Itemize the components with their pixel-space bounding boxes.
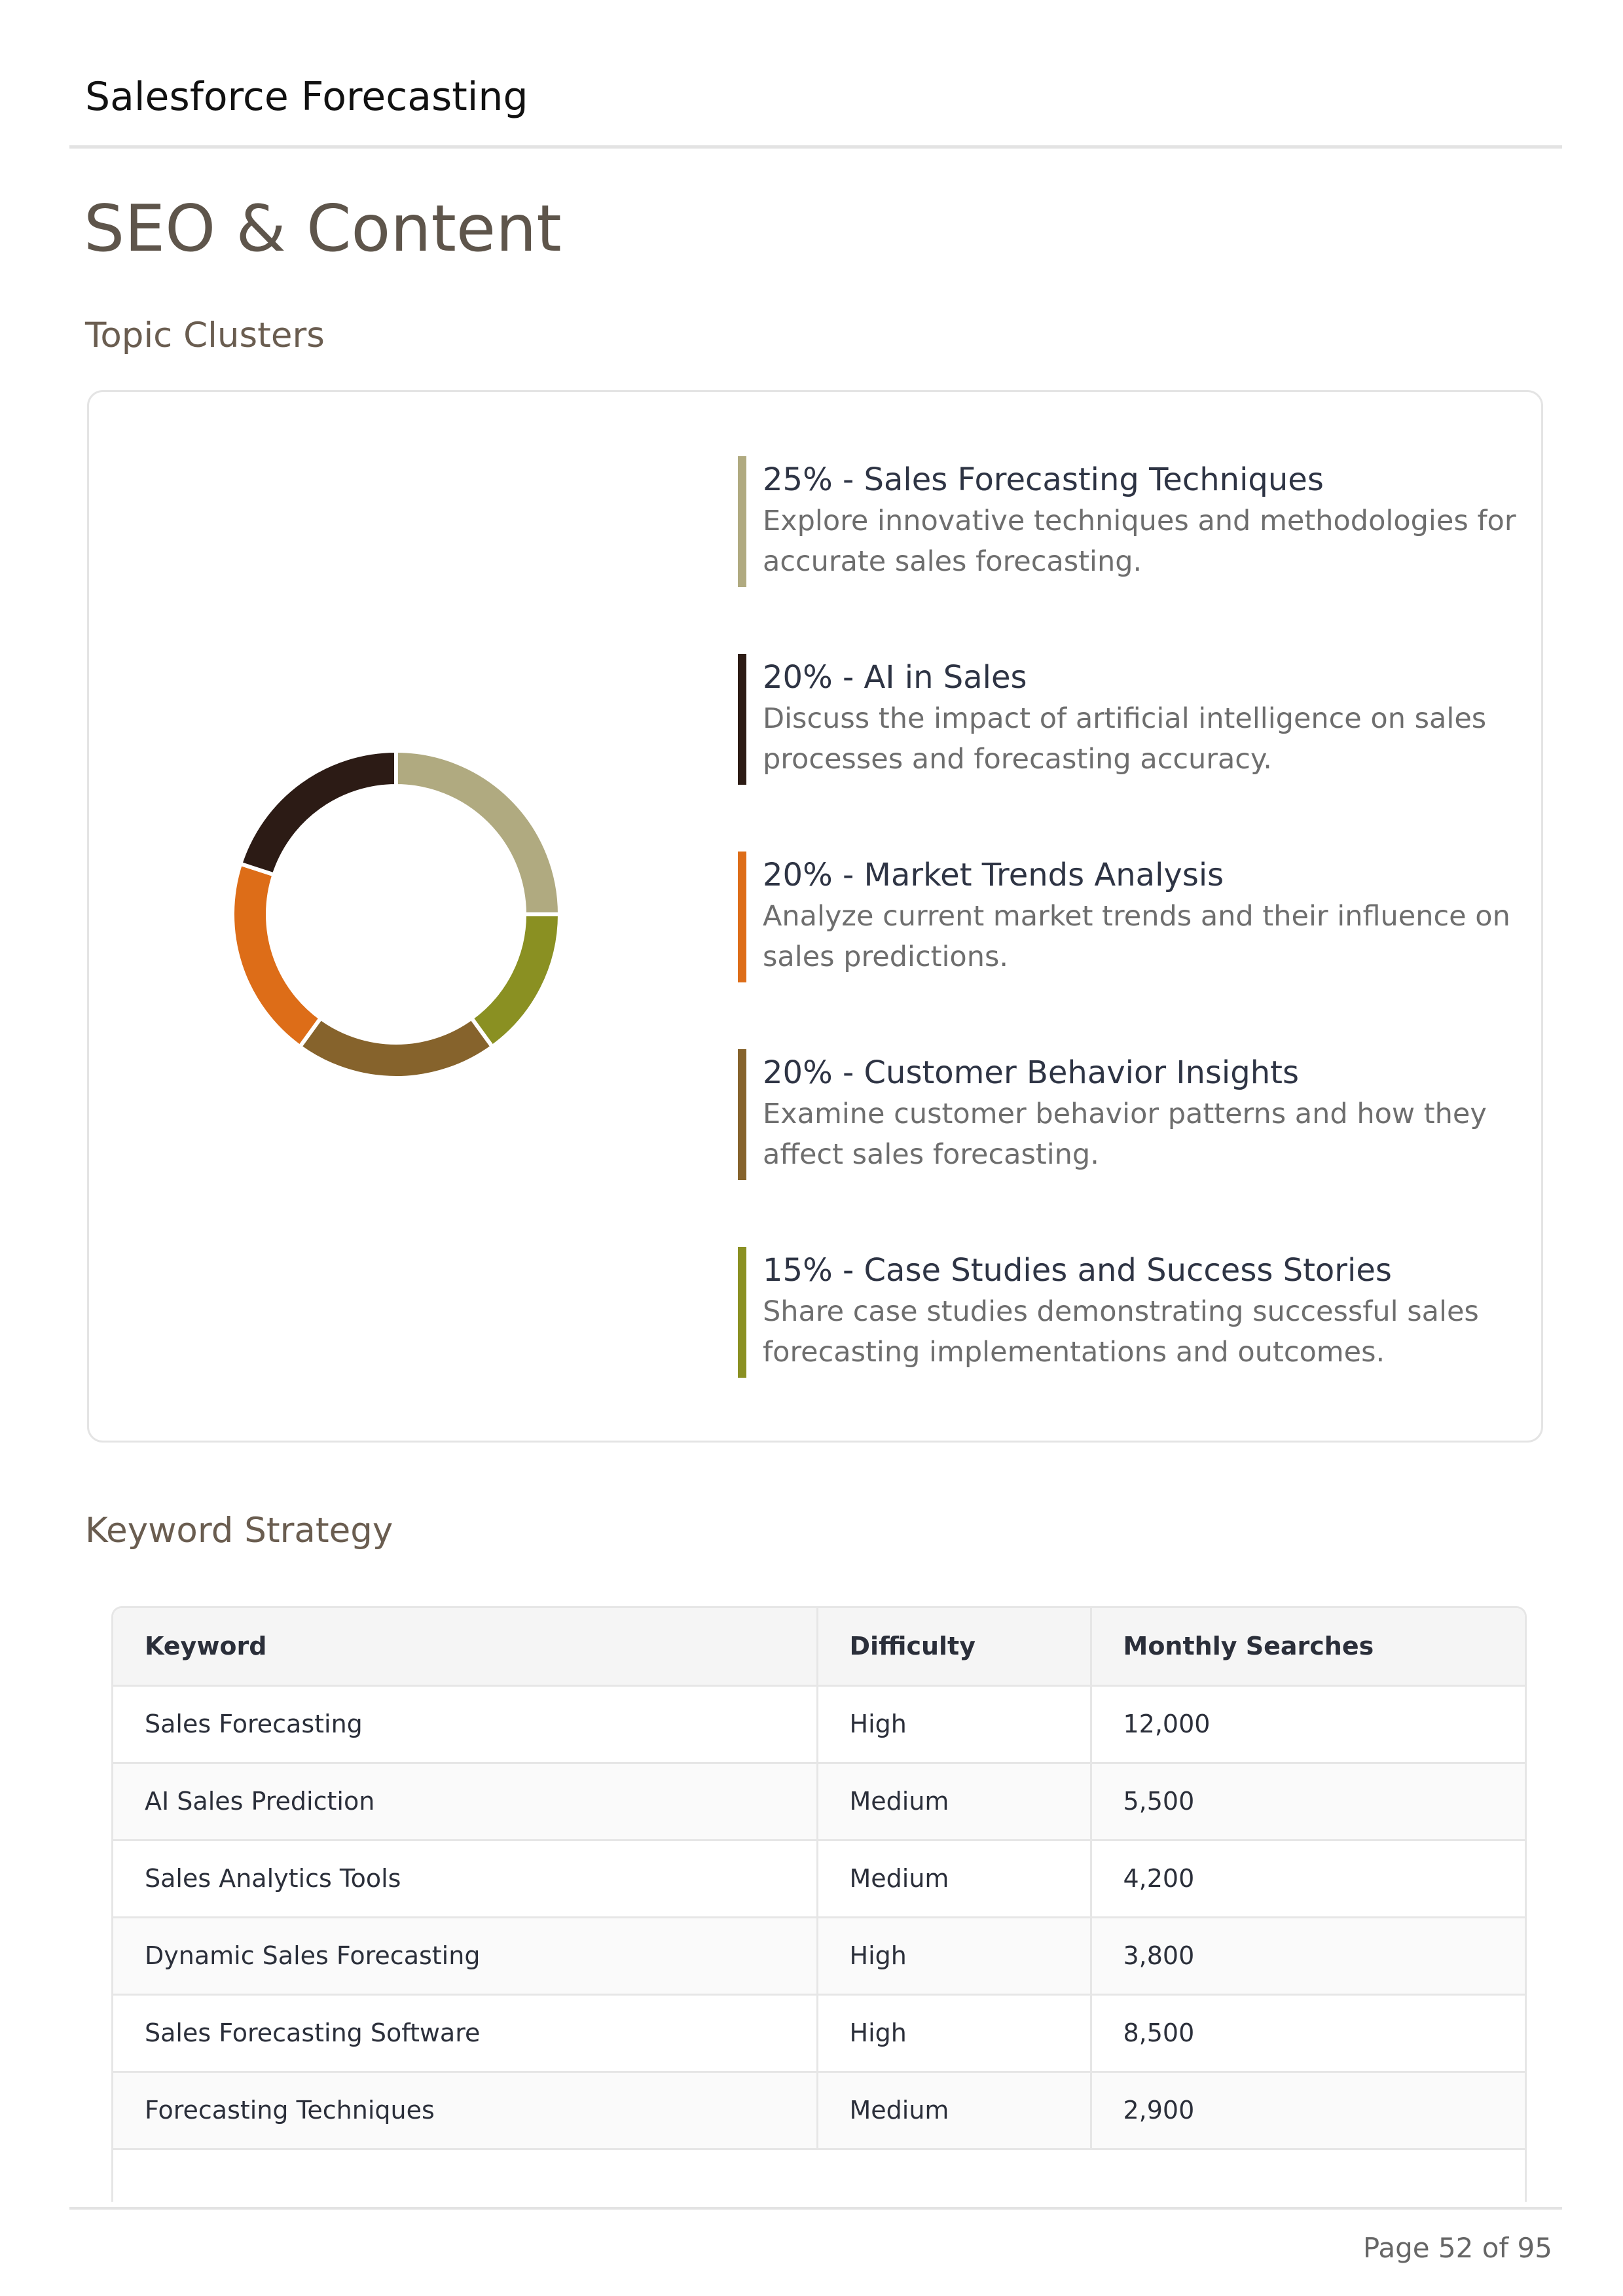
keyword-cell: Forecasting Techniques	[113, 2072, 817, 2149]
searches-cell: 4,200	[1091, 1840, 1525, 1917]
legend-heading: 25% - Sales Forecasting Techniques	[763, 461, 1324, 498]
legend-color-bar	[738, 1049, 746, 1180]
legend-heading: 15% - Case Studies and Success Stories	[763, 1252, 1392, 1289]
keyword-cell: Sales Forecasting	[113, 1685, 817, 1763]
table-row	[113, 1917, 1525, 1994]
donut-slice	[471, 914, 560, 1047]
keyword-cell: Sales Analytics Tools	[113, 1840, 817, 1917]
topic-clusters-donut-chart	[229, 747, 563, 1081]
difficulty-cell: High	[817, 1685, 1091, 1763]
legend-color-bar	[738, 456, 746, 587]
footer-divider	[69, 2207, 1562, 2210]
table-row	[113, 1763, 1525, 1840]
legend-item	[738, 1049, 1523, 1180]
column-header-keyword: Keyword	[113, 1608, 817, 1685]
table-row	[113, 1994, 1525, 2072]
table-row	[113, 1840, 1525, 1917]
legend-description: Discuss the impact of artificial intelligence on sales processes and forecasting accuracy.	[763, 702, 1487, 776]
legend-color-bar	[738, 654, 746, 785]
legend-description: Explore innovative techniques and methodologies for accurate sales forecasting.	[763, 505, 1516, 578]
keyword-cell: Dynamic Sales Forecasting	[113, 1917, 817, 1994]
difficulty-cell: Medium	[817, 2072, 1091, 2149]
table-header-row	[113, 1608, 1525, 1685]
legend-heading: 20% - Customer Behavior Insights	[763, 1054, 1299, 1091]
donut-slice	[240, 751, 396, 874]
keyword-cell: AI Sales Prediction	[113, 1763, 817, 1840]
donut-slice	[300, 1018, 492, 1078]
legend-heading: 20% - Market Trends Analysis	[763, 857, 1224, 893]
column-header-monthly-searches: Monthly Searches	[1091, 1608, 1525, 1685]
difficulty-cell: High	[817, 1917, 1091, 1994]
page-number: Page 52 of 95	[1362, 2232, 1552, 2264]
legend-color-bar	[738, 1247, 746, 1378]
searches-cell: 3,800	[1091, 1917, 1525, 1994]
legend-color-bar	[738, 852, 746, 982]
legend-heading: 20% - AI in Sales	[763, 659, 1027, 696]
legend-item	[738, 456, 1523, 587]
difficulty-cell: Medium	[817, 1763, 1091, 1840]
header-divider	[69, 145, 1562, 149]
difficulty-cell: Medium	[817, 1840, 1091, 1917]
topic-clusters-legend	[738, 456, 1523, 1444]
topic-clusters-title: Topic Clusters	[85, 315, 325, 355]
donut-slice	[232, 864, 321, 1047]
table-row	[113, 1685, 1525, 1763]
legend-item	[738, 1247, 1523, 1378]
page-title: SEO & Content	[84, 192, 562, 266]
keyword-strategy-title: Keyword Strategy	[85, 1511, 393, 1551]
legend-description: Share case studies demonstrating successful sales forecasting implementations and outcomes.	[763, 1295, 1479, 1369]
legend-description: Analyze current market trends and their influence on sales predictions.	[763, 900, 1510, 973]
keyword-cell: Sales Forecasting Software	[113, 1994, 817, 2072]
legend-description: Examine customer behavior patterns and how they affect sales forecasting.	[763, 1098, 1487, 1171]
keyword-table-container	[111, 1606, 1527, 2202]
document-header-title: Salesforce Forecasting	[85, 74, 528, 120]
searches-cell: 8,500	[1091, 1994, 1525, 2072]
table-row	[113, 2072, 1525, 2149]
keyword-table	[113, 1608, 1525, 2150]
searches-cell: 12,000	[1091, 1685, 1525, 1763]
searches-cell: 2,900	[1091, 2072, 1525, 2149]
column-header-difficulty: Difficulty	[817, 1608, 1091, 1685]
donut-slice	[396, 751, 560, 914]
legend-item	[738, 852, 1523, 982]
searches-cell: 5,500	[1091, 1763, 1525, 1840]
legend-item	[738, 654, 1523, 785]
difficulty-cell: High	[817, 1994, 1091, 2072]
